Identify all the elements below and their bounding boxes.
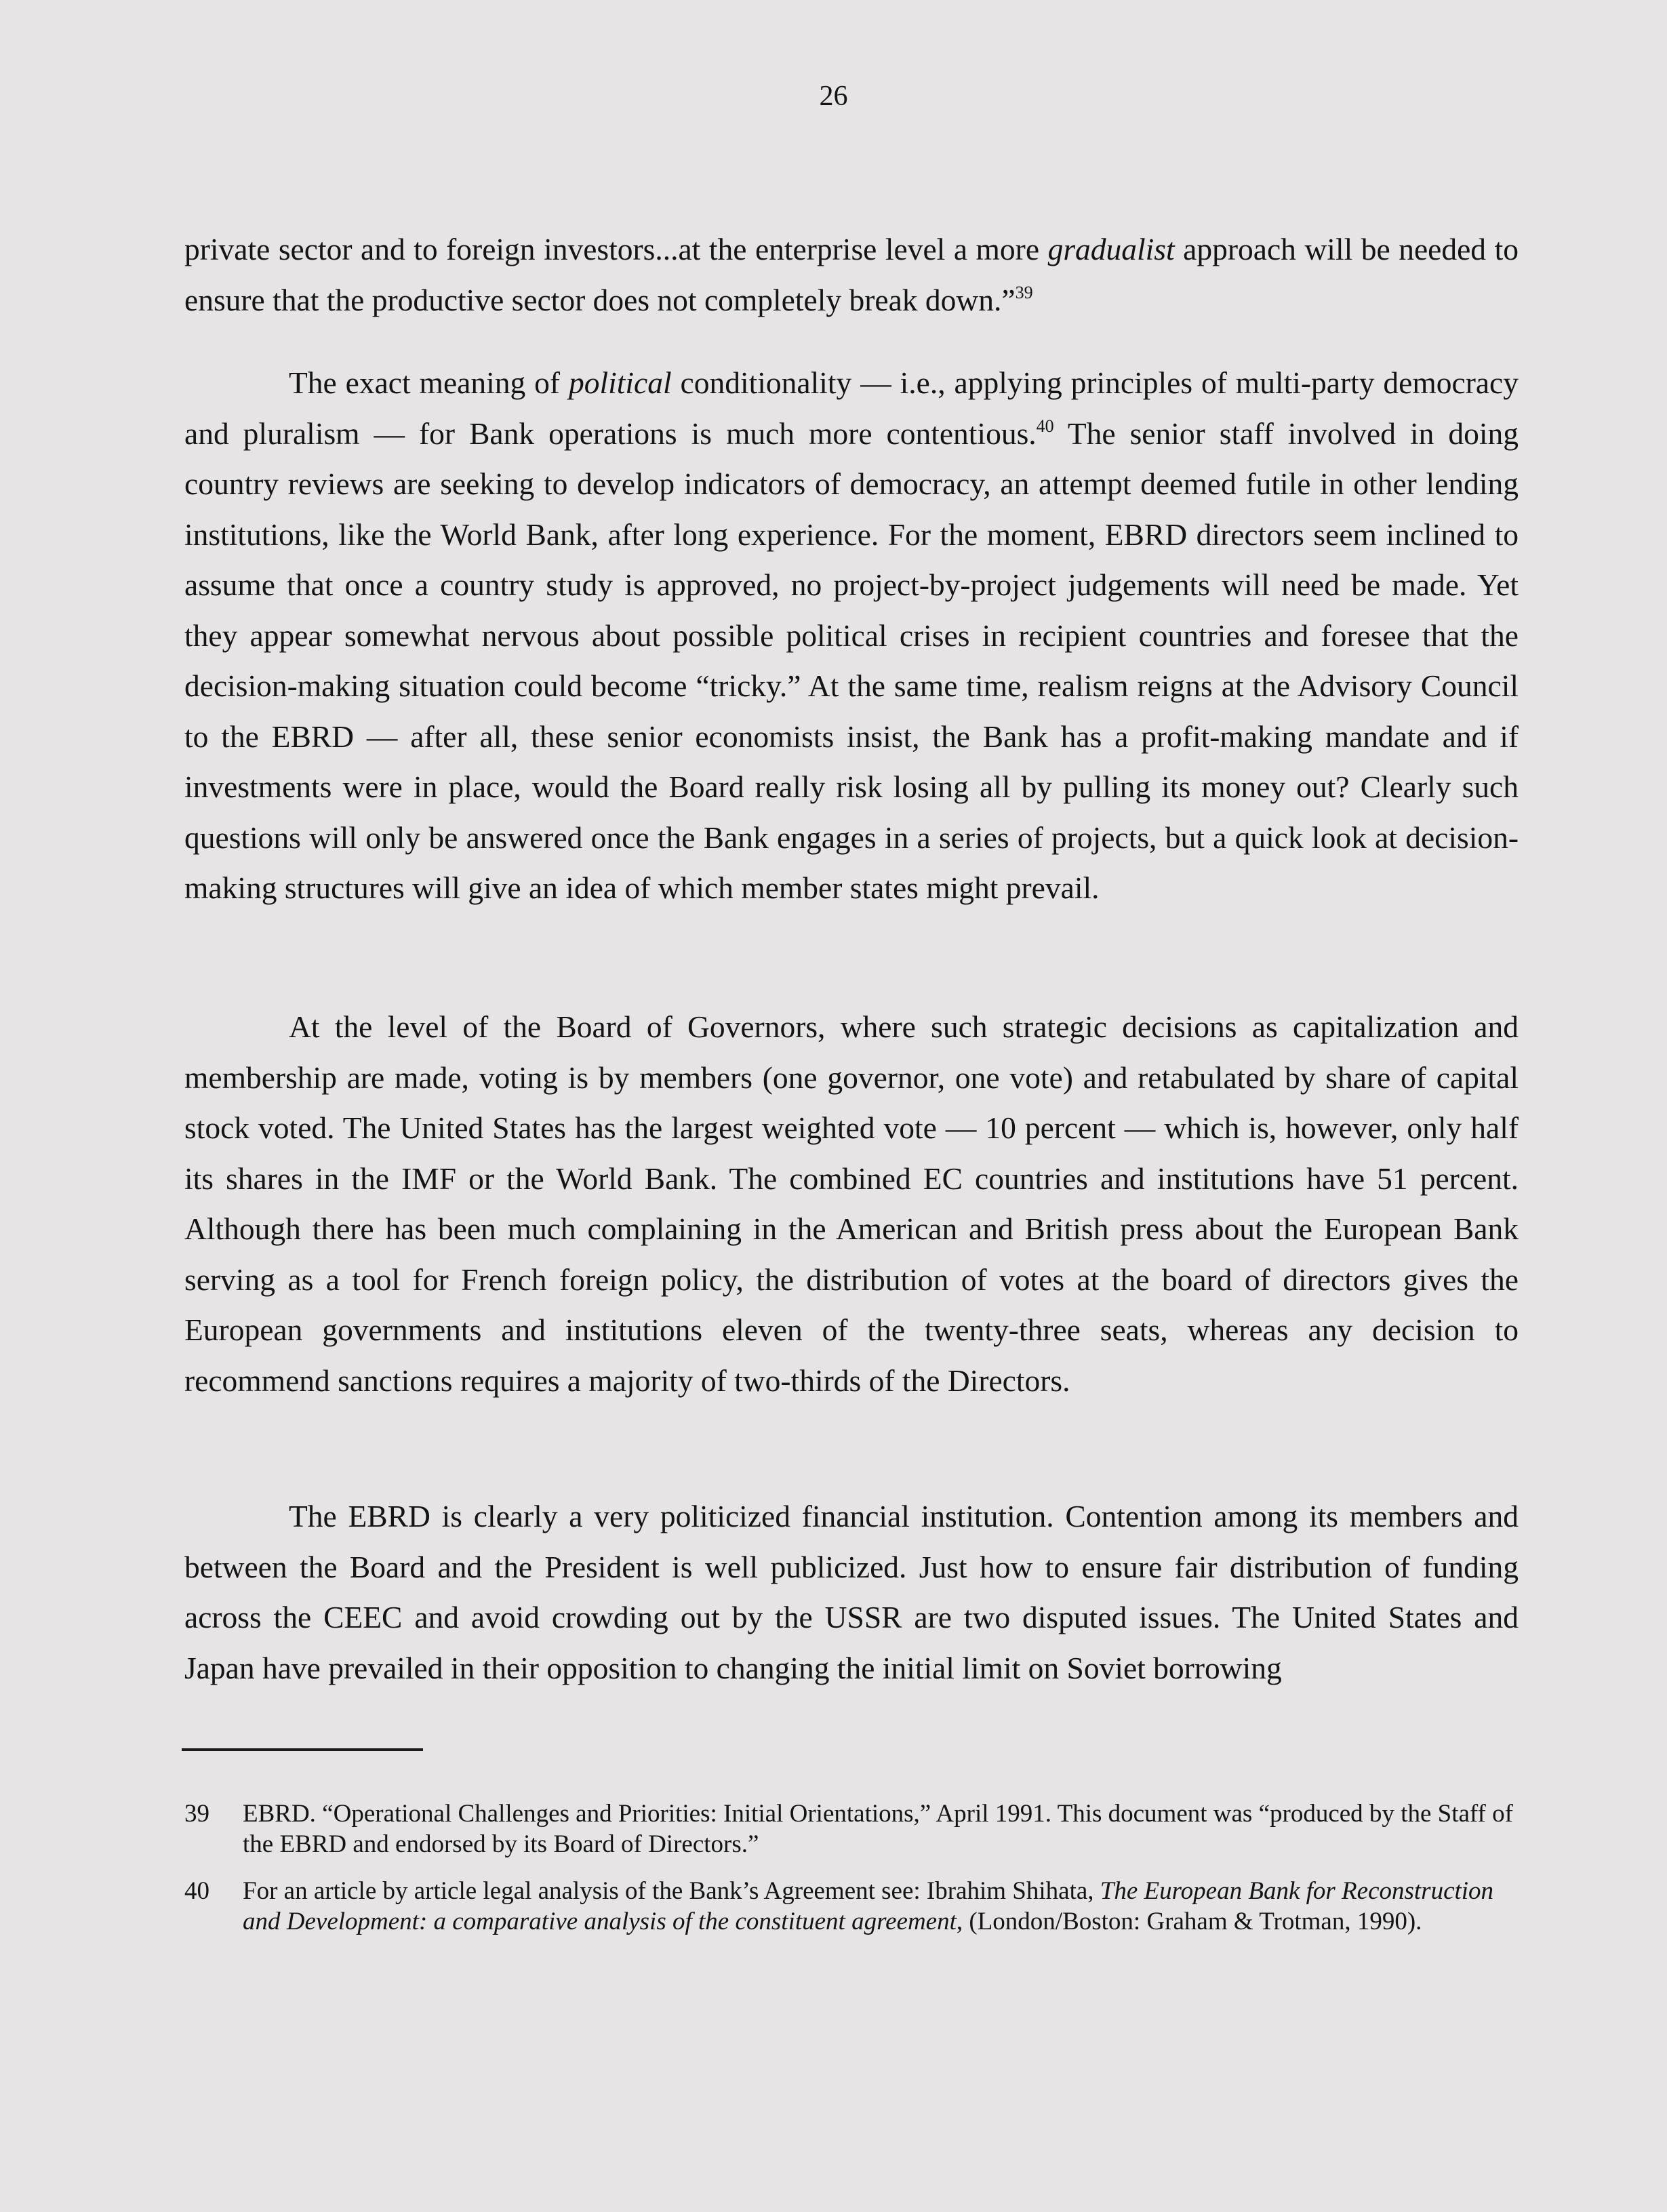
footnote-39-text: EBRD. “Operational Challenges and Priorities: Initial Orientations,” April 1991. This document was “produced by the Staff of the EBRD and endorsed by its Board of Directors.” <box>243 1800 1513 1858</box>
footnote-divider <box>182 1748 423 1751</box>
paragraph-1-text-a: private sector and to foreign investors...at the enterprise level a more <box>184 232 1048 266</box>
page-number: 26 <box>819 81 848 112</box>
paragraph-2-text-b: conditionality — i.e., applying principles of multi-party democracy and pluralism — for Bank operations is much more contentious. <box>184 365 1519 451</box>
footnote-40-number: 40 <box>184 1877 209 1905</box>
footnote-40-book-title: The European Bank for Reconstruction and Development: a comparative analysis of the constituent agreement <box>243 1877 1494 1935</box>
paragraph-2-text-a: The exact meaning of <box>289 365 569 400</box>
footnote-39-number: 39 <box>184 1800 209 1828</box>
footnote-39 <box>184 1798 1519 1859</box>
footnote-ref-39: 39 <box>1015 282 1033 302</box>
paragraph-2-emphasis: political <box>568 365 672 400</box>
paragraph-3: At the level of the Board of Governors, where such strategic decisions as capitalization and membership are made, voting is by members (one governor, one vote) and retabulated by share of capital stock voted. The United States has the largest weighted vote — 10 percent — which is, however, only half its shares in the IMF or the World Bank. The combined EC countries and institutions have 51 percent. Although there has been much complaining in the American and British press about the European Bank serving as a tool for French foreign policy, the distribution of votes at the board of directors gives the European governments and institutions eleven of the twenty-three seats, whereas any decision to recommend sanctions requires a majority of two-thirds of the Directors. <box>184 1009 1519 1398</box>
footnote-40-text <box>243 1876 1519 1937</box>
paragraph-1-emphasis: gradualist <box>1047 232 1175 266</box>
paragraph-2-text-c: The senior staff involved in doing country reviews are seeking to develop indicators of democracy, an attempt deemed futile in other lending institutions, like the World Bank, after long experience. For the moment, EBRD directors seem inclined to assume that once a country study is approved, no project-by-project judgements will need be made. Yet they appear somewhat nervous about possible political crises in recipient countries and foresee that the decision-making situation could become “tricky.” At the same time, realism reigns at the Advisory Council to the EBRD — after all, these senior economists insist, the Bank has a profit-making mandate and if investments were in place, would the Board really risk losing all by pulling its money out? Clearly such questions will only be answered once the Bank engages in a series of projects, but a quick look at decision-making structures will give an idea of which member states might prevail. <box>184 416 1519 905</box>
paragraph-4: The EBRD is clearly a very politicized financial institution. Contention among its members and between the Board and the President is well publicized. Just how to ensure fair distribution of funding across the CEEC and avoid crowding out by the USSR are two disputed issues. The United States and Japan have prevailed in their opposition to changing the initial limit on Soviet borrowing <box>184 1499 1519 1685</box>
paragraph-2 <box>184 358 1519 914</box>
footnote-40 <box>184 1876 1519 1937</box>
paragraph-1 <box>184 224 1519 325</box>
paragraph-1-text-b: approach will be needed to ensure that the productive sector does not completely break down.” <box>184 232 1519 317</box>
footnote-40-text-a: For an article by article legal analysis of the Bank’s Agreement see: Ibrahim Shihata, <box>243 1877 1100 1905</box>
footnote-ref-40: 40 <box>1036 416 1054 436</box>
footnote-40-text-b: , (London/Boston: Graham & Trotman, 1990). <box>956 1908 1422 1935</box>
